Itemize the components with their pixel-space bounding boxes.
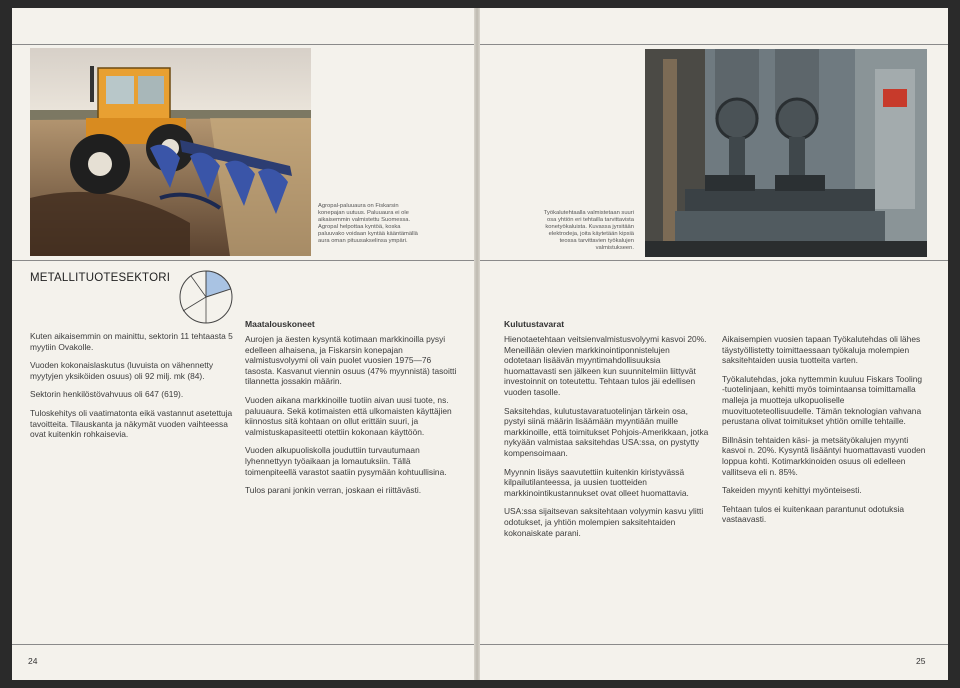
body-paragraph: Tehtaan tulos ei kuitenkaan parantunut odotuksia vastaavasti. <box>722 503 905 525</box>
maatalous-heading: Maatalouskoneet <box>245 319 315 329</box>
body-paragraph: Billnäsin tehtaiden käsi- ja metsätyökalujen myynti kasvoi n. 20%. Kysyntä lisääntyi huomattavasti vuoden loppua kohti. Kotimarkkinoiden osuus oli edelleen vallitseva eli n. 85%. <box>722 434 926 477</box>
intro-paragraph: Sektorin henkilöstövahvuus oli 647 (619). <box>30 389 184 400</box>
body-paragraph: Työkalutehdas, joka nyttemmin kuuluu Fiskars Tooling -tuotelinjaan, kehitti myös toimintaansa toimittamalla malleja ja muotteja ulkopuoliselle muovituoteteollisuudelle. Tämän teknologian vahvana perustana olivat toimitukset yhtiön omille tehtaille. <box>722 373 923 427</box>
body-paragraph: Saksitehdas, kulutustavaratuotelinjan tärkein osa, pystyi siinä määrin lisäämään myyntiään muille markkinoille, että toimitukset Pohjois-Amerikkaan, jotka nykyään valmistaa saksitehdas USA:ssa, on pystytty kompensoimaan. <box>504 405 709 458</box>
top-rule <box>12 44 474 45</box>
right-page <box>480 8 948 680</box>
tyokalu-text <box>722 334 926 533</box>
intro-paragraph: Tuloskehitys oli vaatimatonta eikä vastannut asetettuja tavoitteita. Tilauskanta ja näkymät vuoden vaihteessa ovat kuitenkin rohkaisevia. <box>30 407 233 440</box>
tractor-photo-caption: Agropal-paluuaura on Fiskarsin konepajan uutuus. Paluuaura ei ole aikaisemmin valmistettu Suomessa. Agropal helpottaa kyntöä, koska paluuvako voidaan kyntää kääntämällä aura oman pituusakselinsa ympäri. <box>318 203 418 244</box>
milling-machine-photo <box>645 49 927 257</box>
maatalous-text <box>245 334 459 504</box>
body-paragraph: Myynnin lisäys saavutettiin kuitenkin kiristyvässä kilpailutilanteessa, ja uusien tuotteiden markkinointikustannukset ovat olleet huomattavia. <box>504 466 689 498</box>
left-page <box>12 8 474 680</box>
body-paragraph: Takeiden myynti kehittyi myönteisesti. <box>722 485 862 496</box>
intro-paragraph: Kuten aikaisemmin on mainittu, sektorin 11 tehtaasta 5 myytiin Ovakolle. <box>30 331 233 352</box>
body-paragraph: Aurojen ja äesten kysyntä kotimaan markkinoilla pysyi edelleen alhaisena, ja Fiskarsin konepajan valmistusvolyymi oli vain puolet vuosien 1975—76 tasosta. Kasvanut viennin osuus (47% myynnistä) tasoitti tilannetta jossakin määrin. <box>245 334 457 387</box>
section-title: METALLITUOTESEKTORI <box>30 272 171 284</box>
page-number: 24 <box>28 656 38 666</box>
intro-paragraph: Vuoden kokonaislaskutus (luvuista on vähennetty myytyjen yksiköiden osuus) oli 92 milj. mk (84). <box>30 360 214 381</box>
top-rule <box>480 44 948 45</box>
bottom-rule <box>480 644 948 645</box>
body-paragraph: Vuoden aikana markkinoille tuotiin aivan uusi tuote, ns. paluuaura. Sekä kotimaisten että ulkomaisten käyttäjien kiinnostus sitä kohtaan on ollut erittäin suuri, ja valmistuskapasiteetti otettiin kokonaan käyttöön. <box>245 394 452 437</box>
kulutus-text <box>504 334 709 546</box>
body-paragraph: Aikaisempien vuosien tapaan Työkalutehdas oli lähes täystyöllistetty toimittaessaan työkaluja molempien saksitehtaiden uusia tuotteita varten. <box>722 334 921 366</box>
sector-share-pie <box>177 268 235 326</box>
body-paragraph: USA:ssa sijaitsevan saksitehtaan volyymin kasvu ylitti odotukset, ja yhtiön molempien saksitehtaiden kokonaiskate parani. <box>504 506 704 538</box>
kulutus-heading: Kulutustavarat <box>504 319 565 329</box>
body-paragraph: Hienotaetehtaan veitsienvalmistusvolyymi kasvoi 20%. Meneillään olevien markkinointiponnistelujen odotetaan lisäävän myyntimahdollisuuksia huomattavasti sen jälkeen kun suunnitelmiin liittyvät investoinnit on toteutettu. Tehtaan tulos jäi edellisen vuoden tasolle. <box>504 334 707 397</box>
page-number: 25 <box>916 656 926 666</box>
machine-photo-caption: Työkalutehtaalla valmistetaan suuri osa yhtiön eri tehtailla tarvittavista konetyökaluista. Kuvassa jyrsitään elektrodeja, joita käytetään kipsiä teossa tarvittavien työkalujen valmistukseen. <box>543 210 634 251</box>
tractor-plough-photo <box>30 48 311 256</box>
body-paragraph: Vuoden alkupuoliskolla jouduttiin turvautumaan lyhennettyyn työaikaan ja lomautuksiin. Tällä toimenpiteellä varastot saatiin pysymään kohtuullisina. <box>245 445 447 477</box>
bottom-rule <box>12 644 474 645</box>
body-paragraph: Tulos parani jonkin verran, joskaan ei riittävästi. <box>245 485 422 496</box>
section-rule <box>12 260 474 261</box>
sector-intro-text <box>30 331 236 448</box>
section-rule <box>480 260 948 261</box>
